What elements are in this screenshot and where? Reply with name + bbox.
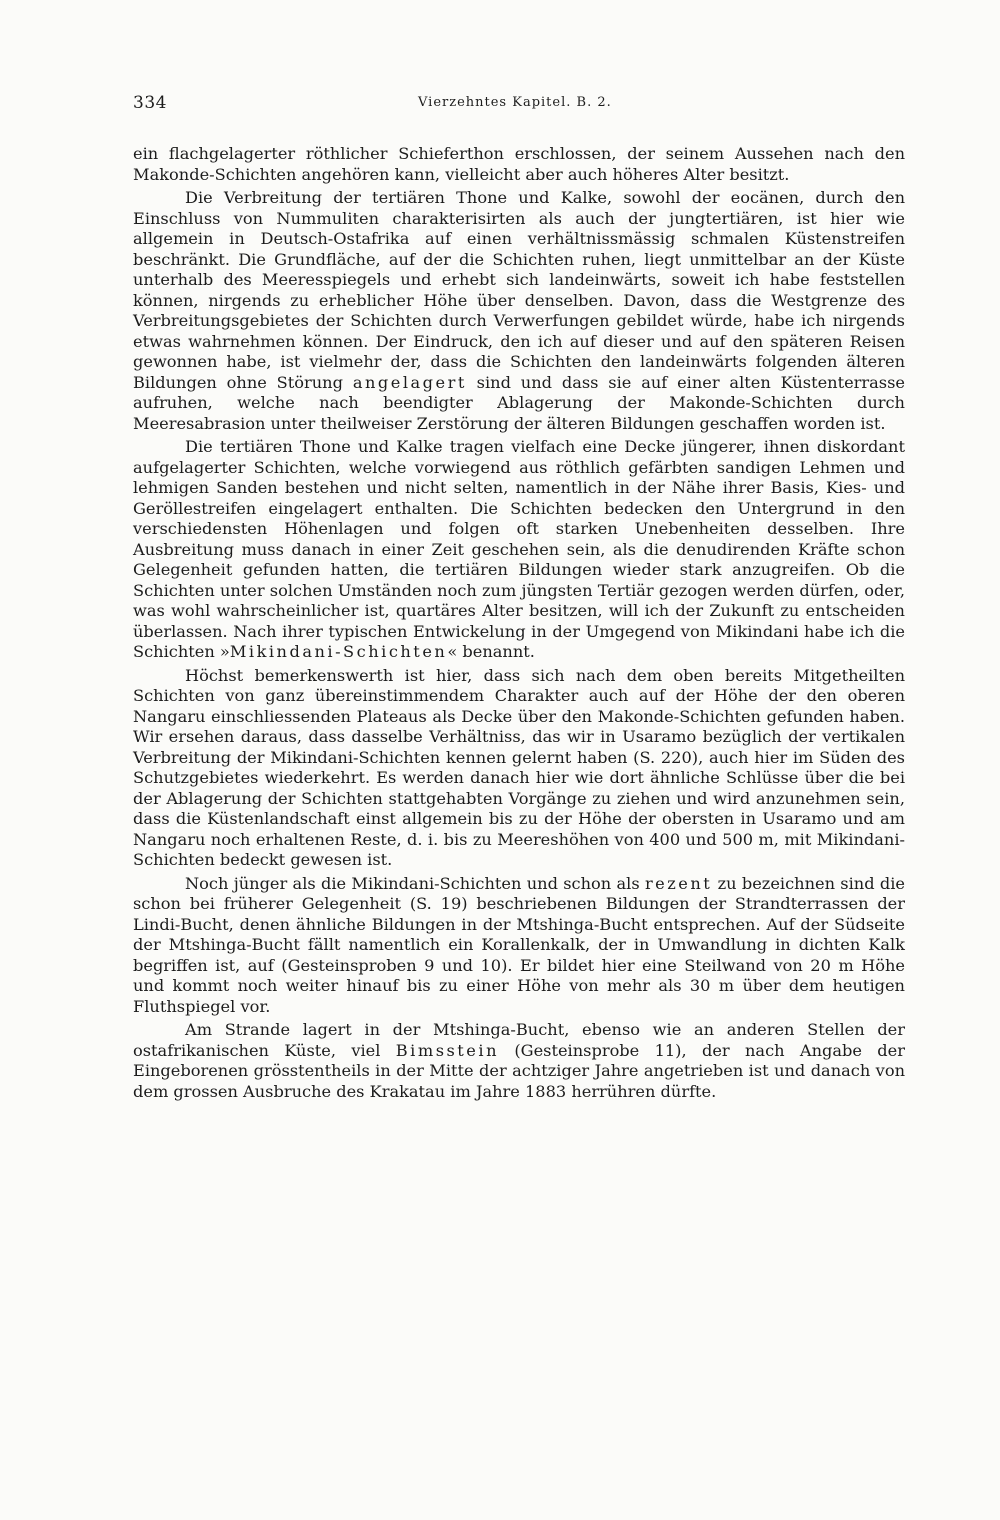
paragraph-text: Die tertiären Thone und Kalke tragen vielfach eine Decke jüngerer, ihnen diskordant aufgelagerter Schichten, welche vorwiegend aus röthlich gefärbten sandigen Lehmen und lehmigen Sanden bestehen und nicht selten, namentlich in der Nähe ihrer Basis, Kies- und Geröllestreifen eingelagert enthalten. Die Schichten bedecken den Untergrund in den verschiedensten Höhenlagen und folgen oft starken Unebenheiten desselben. Ihre Ausbreitung muss danach in einer Zeit geschehen sein, als die denudirenden Kräfte schon Gelegenheit gefunden hatten, die tertiären Bildungen wieder stark anzugreifen. Ob die Schichten unter solchen Umständen noch zum jüngsten Tertiär gezogen werden dürfen, oder, was wohl wahrscheinlicher ist, quartäres Alter besitzen, will ich der Zukunft zu entscheiden überlassen. Nach ihrer typischen Entwickelung in der Umgegend von Mikindani habe ich die Schichten »	[133, 437, 905, 661]
page-header	[133, 93, 905, 115]
paragraph-text: Am Strande lagert in der Mtshinga-Bucht, ebenso wie an anderen Stellen der ostafrikanischen Küste, viel	[133, 1020, 905, 1060]
paragraph-1	[133, 144, 905, 185]
running-head: Vierzehntes Kapitel. B. 2.	[418, 95, 612, 110]
paragraph-text: « benannt.	[447, 642, 535, 661]
paragraph-text: ein flachgelagerter röthlicher Schieferthon erschlossen, der seinem Aussehen nach den Makonde-Schichten angehören kann, vielleicht aber auch höheres Alter besitzt.	[133, 144, 905, 184]
body-text	[133, 144, 905, 1102]
emphasis-angelagert: angelagert	[352, 372, 467, 392]
paragraph-text: sind und dass sie auf einer alten Küstenterrasse aufruhen, welche nach beendigter Ablagerung der Makonde-Schichten durch Meeresabrasion unter theilweiser Zerstörung der älteren Bildungen geschaffen worden ist.	[133, 372, 905, 433]
paragraph-4	[133, 666, 905, 871]
paragraph-2	[133, 188, 905, 434]
paragraph-5	[133, 874, 905, 1018]
paragraph-3	[133, 437, 905, 663]
page-number: 334	[133, 93, 167, 113]
paragraph-text: zu bezeichnen sind die schon bei früherer Gelegenheit (S. 19) beschriebenen Bildungen der Strandterrassen der Lindi-Bucht, denen ähnliche Bildungen in der Mtshinga-Bucht entsprechen. Auf der Südseite der Mtshinga-Bucht fällt namentlich ein Korallenkalk, der in Umwandlung in dichten Kalk begriffen ist, auf (Gesteinsproben 9 und 10). Er bildet hier eine Steilwand von 20 m Höhe und kommt noch weiter hinauf bis zu einer Höhe von mehr als 30 m über dem heutigen Fluthspiegel vor.	[133, 873, 905, 1016]
paragraph-text: Noch jünger als die Mikindani-Schichten und schon als	[185, 873, 645, 893]
emphasis-rezent: rezent	[644, 873, 713, 893]
emphasis-mikindani-schichten: Mikindani-Schichten	[229, 642, 448, 661]
paragraph-6	[133, 1020, 905, 1102]
emphasis-bimsstein: Bimsstein	[395, 1040, 499, 1060]
paragraph-text: Die Verbreitung der tertiären Thone und Kalke, sowohl der eocänen, durch den Einschluss von Nummuliten charakterisirten als auch der jungtertiären, ist hier wie allgemein in Deutsch-Ostafrika auf einen verhältnissmässig schmalen Küstenstreifen beschränkt. Die Grundfläche, auf der die Schichten ruhen, liegt unmittelbar an der Küste unterhalb des Meeresspiegels und erhebt sich landeinwärts, soweit ich habe feststellen können, nirgends zu erheblicher Höhe über denselben. Davon, dass die Westgrenze des Verbreitungsgebietes der Schichten durch Verwerfungen gebildet würde, habe ich nirgends etwas wahrnehmen können. Der Eindruck, den ich auf dieser und auf den späteren Reisen gewonnen habe, ist vielmehr der, dass die Schichten den landeinwärts folgenden älteren Bildungen ohne Störung	[133, 188, 905, 392]
paragraph-text: (Gesteinsprobe 11), der nach Angabe der Eingeborenen grösstentheils in der Mitte der achtziger Jahre angetrieben ist und danach von dem grossen Ausbruche des Krakatau im Jahre 1883 herrühren dürfte.	[133, 1040, 905, 1101]
paragraph-text: Höchst bemerkenswerth ist hier, dass sich nach dem oben bereits Mitgetheilten Schichten von ganz übereinstimmendem Charakter auch auf der Höhe der den oberen Nangaru einschliessenden Plateaus als Decke über den Makonde-Schichten gefunden haben. Wir ersehen daraus, dass dasselbe Verhältniss, das wir in Usaramo bezüglich der vertikalen Verbreitung der Mikindani-Schichten kennen gelernt haben (S. 220), auch hier im Süden des Schutzgebietes wiederkehrt. Es werden danach hier wie dort ähnliche Schlüsse über die bei der Ablagerung der Schichten stattgehabten Vorgänge zu ziehen und wird anzunehmen sein, dass die Küstenlandschaft einst allgemein bis zu der Höhe der obersten in Usaramo und am Nangaru noch erhaltenen Reste, d. i. bis zu Meereshöhen von 400 und 500 m, mit Mikindani-Schichten bedeckt gewesen ist.	[133, 665, 905, 869]
